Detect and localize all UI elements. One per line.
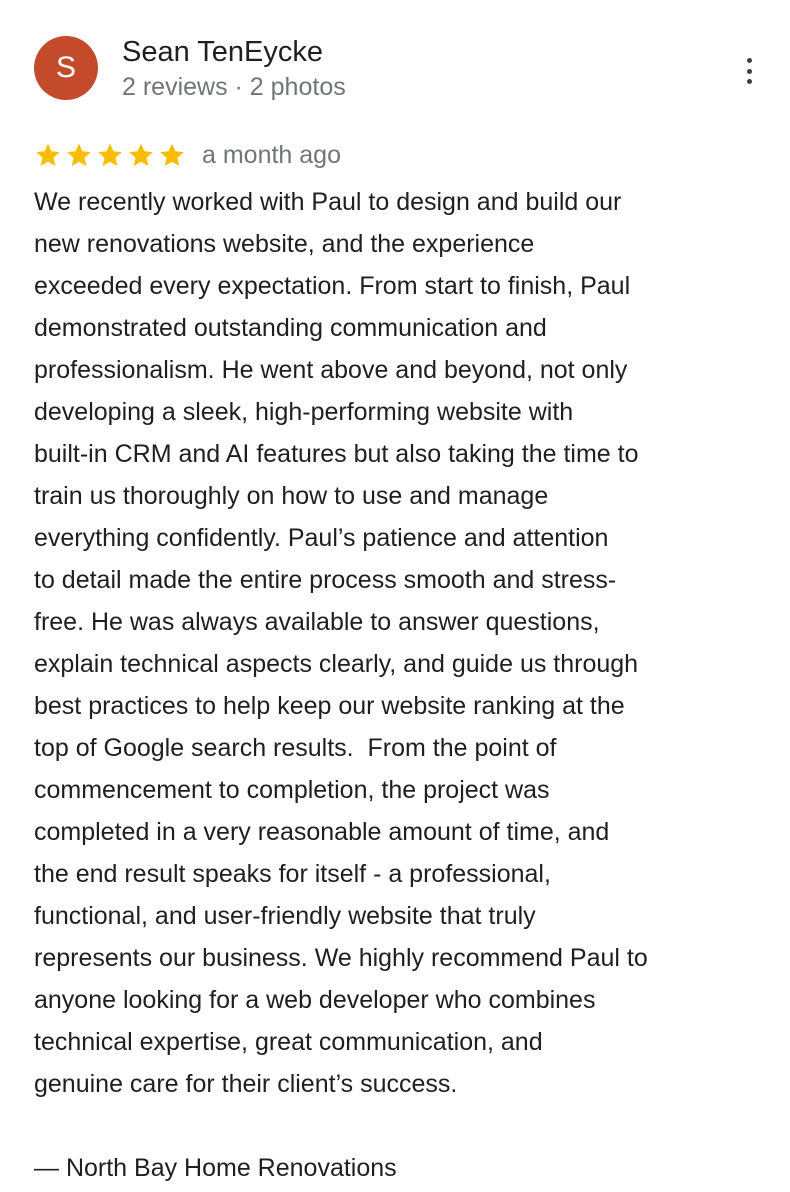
- more-dot: [747, 58, 752, 63]
- more-dot: [747, 79, 752, 84]
- review-text-line: genuine care for their client’s success.: [34, 1070, 458, 1098]
- review-text-line: to detail made the entire process smooth and stress-: [34, 566, 617, 594]
- review-signature: — North Bay Home Renovations: [34, 1154, 397, 1182]
- review-text-line: top of Google search results. From the point of: [34, 734, 557, 762]
- review-text-line: commencement to completion, the project was: [34, 776, 550, 804]
- more-vert-icon[interactable]: [734, 54, 764, 88]
- rating-row: [34, 138, 341, 172]
- review-text: [34, 181, 764, 1105]
- review-text-line: exceeded every expectation. From start to finish, Paul: [34, 272, 631, 300]
- review-text-line: professionalism. He went above and beyond, not only: [34, 356, 628, 384]
- star-icon: [96, 141, 124, 169]
- star-icon: [65, 141, 93, 169]
- review-text-line: functional, and user-friendly website that truly: [34, 902, 536, 930]
- review-text-line: free. He was always available to answer questions,: [34, 608, 600, 636]
- review-time: a month ago: [202, 141, 341, 169]
- reviewer-name[interactable]: Sean TenEycke: [122, 36, 323, 68]
- more-dot: [747, 69, 752, 74]
- avatar[interactable]: S: [34, 36, 98, 100]
- review-text-line: explain technical aspects clearly, and guide us through: [34, 650, 639, 678]
- review-header: [34, 36, 764, 102]
- review-text-line: the end result speaks for itself - a professional,: [34, 860, 551, 888]
- review-text-line: built-in CRM and AI features but also taking the time to: [34, 440, 639, 468]
- star-icon: [34, 141, 62, 169]
- review-text-line: anyone looking for a web developer who combines: [34, 986, 596, 1014]
- reviewer-info: [122, 36, 346, 102]
- star-rating: [34, 141, 189, 169]
- star-icon: [158, 141, 186, 169]
- review-text-line: best practices to help keep our website ranking at the: [34, 692, 625, 720]
- review-text-line: developing a sleek, high-performing website with: [34, 398, 574, 426]
- review-text-line: completed in a very reasonable amount of time, and: [34, 818, 610, 846]
- review-text-line: everything confidently. Paul’s patience and attention: [34, 524, 609, 552]
- star-icon: [127, 141, 155, 169]
- review-text-line: We recently worked with Paul to design and build our: [34, 188, 622, 216]
- review-text-line: represents our business. We highly recommend Paul to: [34, 944, 648, 972]
- review-text-line: demonstrated outstanding communication and: [34, 314, 547, 342]
- reviewer-meta: 2 reviews · 2 photos: [122, 73, 346, 101]
- review-text-line: new renovations website, and the experience: [34, 230, 535, 258]
- review-text-line: train us thoroughly on how to use and manage: [34, 482, 549, 510]
- review-text-line: technical expertise, great communication, and: [34, 1028, 543, 1056]
